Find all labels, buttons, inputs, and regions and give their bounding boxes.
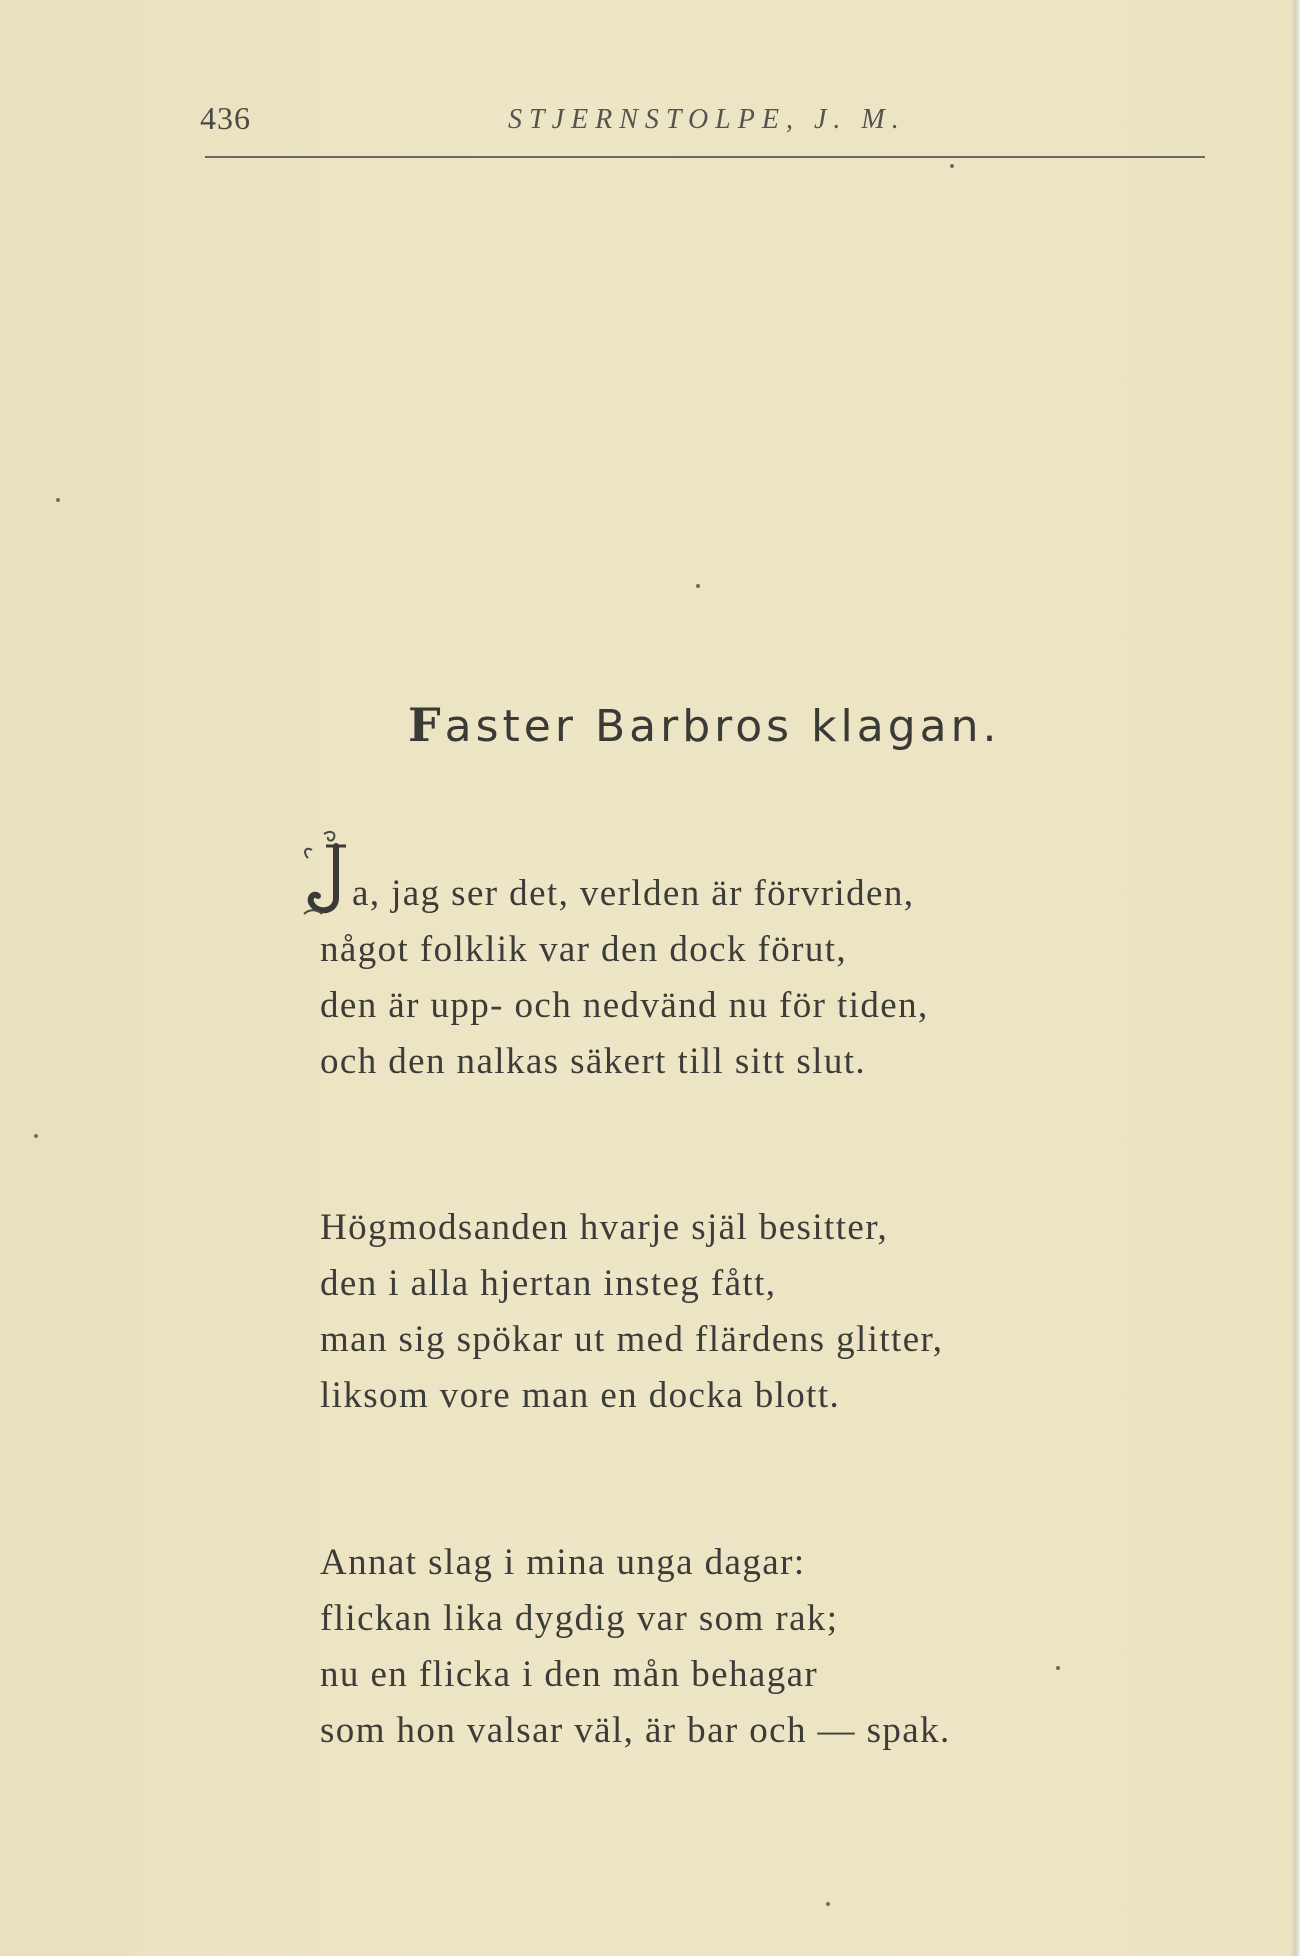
verse-line: man sig spökar ut med flärdens glitter,	[320, 1319, 944, 1360]
verse-line: Annat slag i mina unga dagar:	[320, 1542, 806, 1583]
verse-line: nu en flicka i den mån behagar	[320, 1654, 819, 1695]
verse-line: och den nalkas säkert till sitt slut.	[320, 1041, 867, 1082]
running-title: STJERNSTOLPE, J. M.	[508, 104, 906, 135]
print-speck	[826, 1902, 830, 1906]
drop-cap-letter: J	[336, 898, 337, 899]
print-speck	[696, 584, 700, 588]
verse-line: som hon valsar väl, är bar och — spak.	[320, 1710, 951, 1751]
verse-line: något folklik var den dock förut,	[320, 929, 848, 970]
header-rule	[205, 156, 1205, 158]
stanza-1	[320, 866, 1180, 1090]
print-speck	[56, 498, 60, 502]
poem-title	[408, 698, 1001, 752]
verse-line: flickan lika dygdig var som rak;	[320, 1598, 839, 1639]
verse-line: den är upp- och nedvänd nu för tiden,	[320, 985, 929, 1026]
poem-title-initial: F	[408, 698, 445, 752]
verse-line: Högmodsanden hvarje själ besitter,	[320, 1207, 889, 1248]
stanza-2	[320, 1200, 1180, 1424]
print-speck	[950, 164, 954, 168]
print-speck	[1056, 1666, 1060, 1670]
verse-line: den i alla hjertan insteg fått,	[320, 1263, 777, 1304]
stanza-3	[320, 1535, 1180, 1759]
page-number: 436	[200, 100, 251, 136]
page-edge	[1290, 0, 1300, 1956]
verse-line: liksom vore man en docka blott.	[320, 1375, 841, 1416]
print-speck	[34, 1134, 38, 1138]
running-head	[200, 100, 1210, 150]
verse-line: a, jag ser det, verlden är förvriden,	[352, 873, 915, 914]
poem-title-text: aster Barbros klagan.	[444, 701, 1001, 752]
